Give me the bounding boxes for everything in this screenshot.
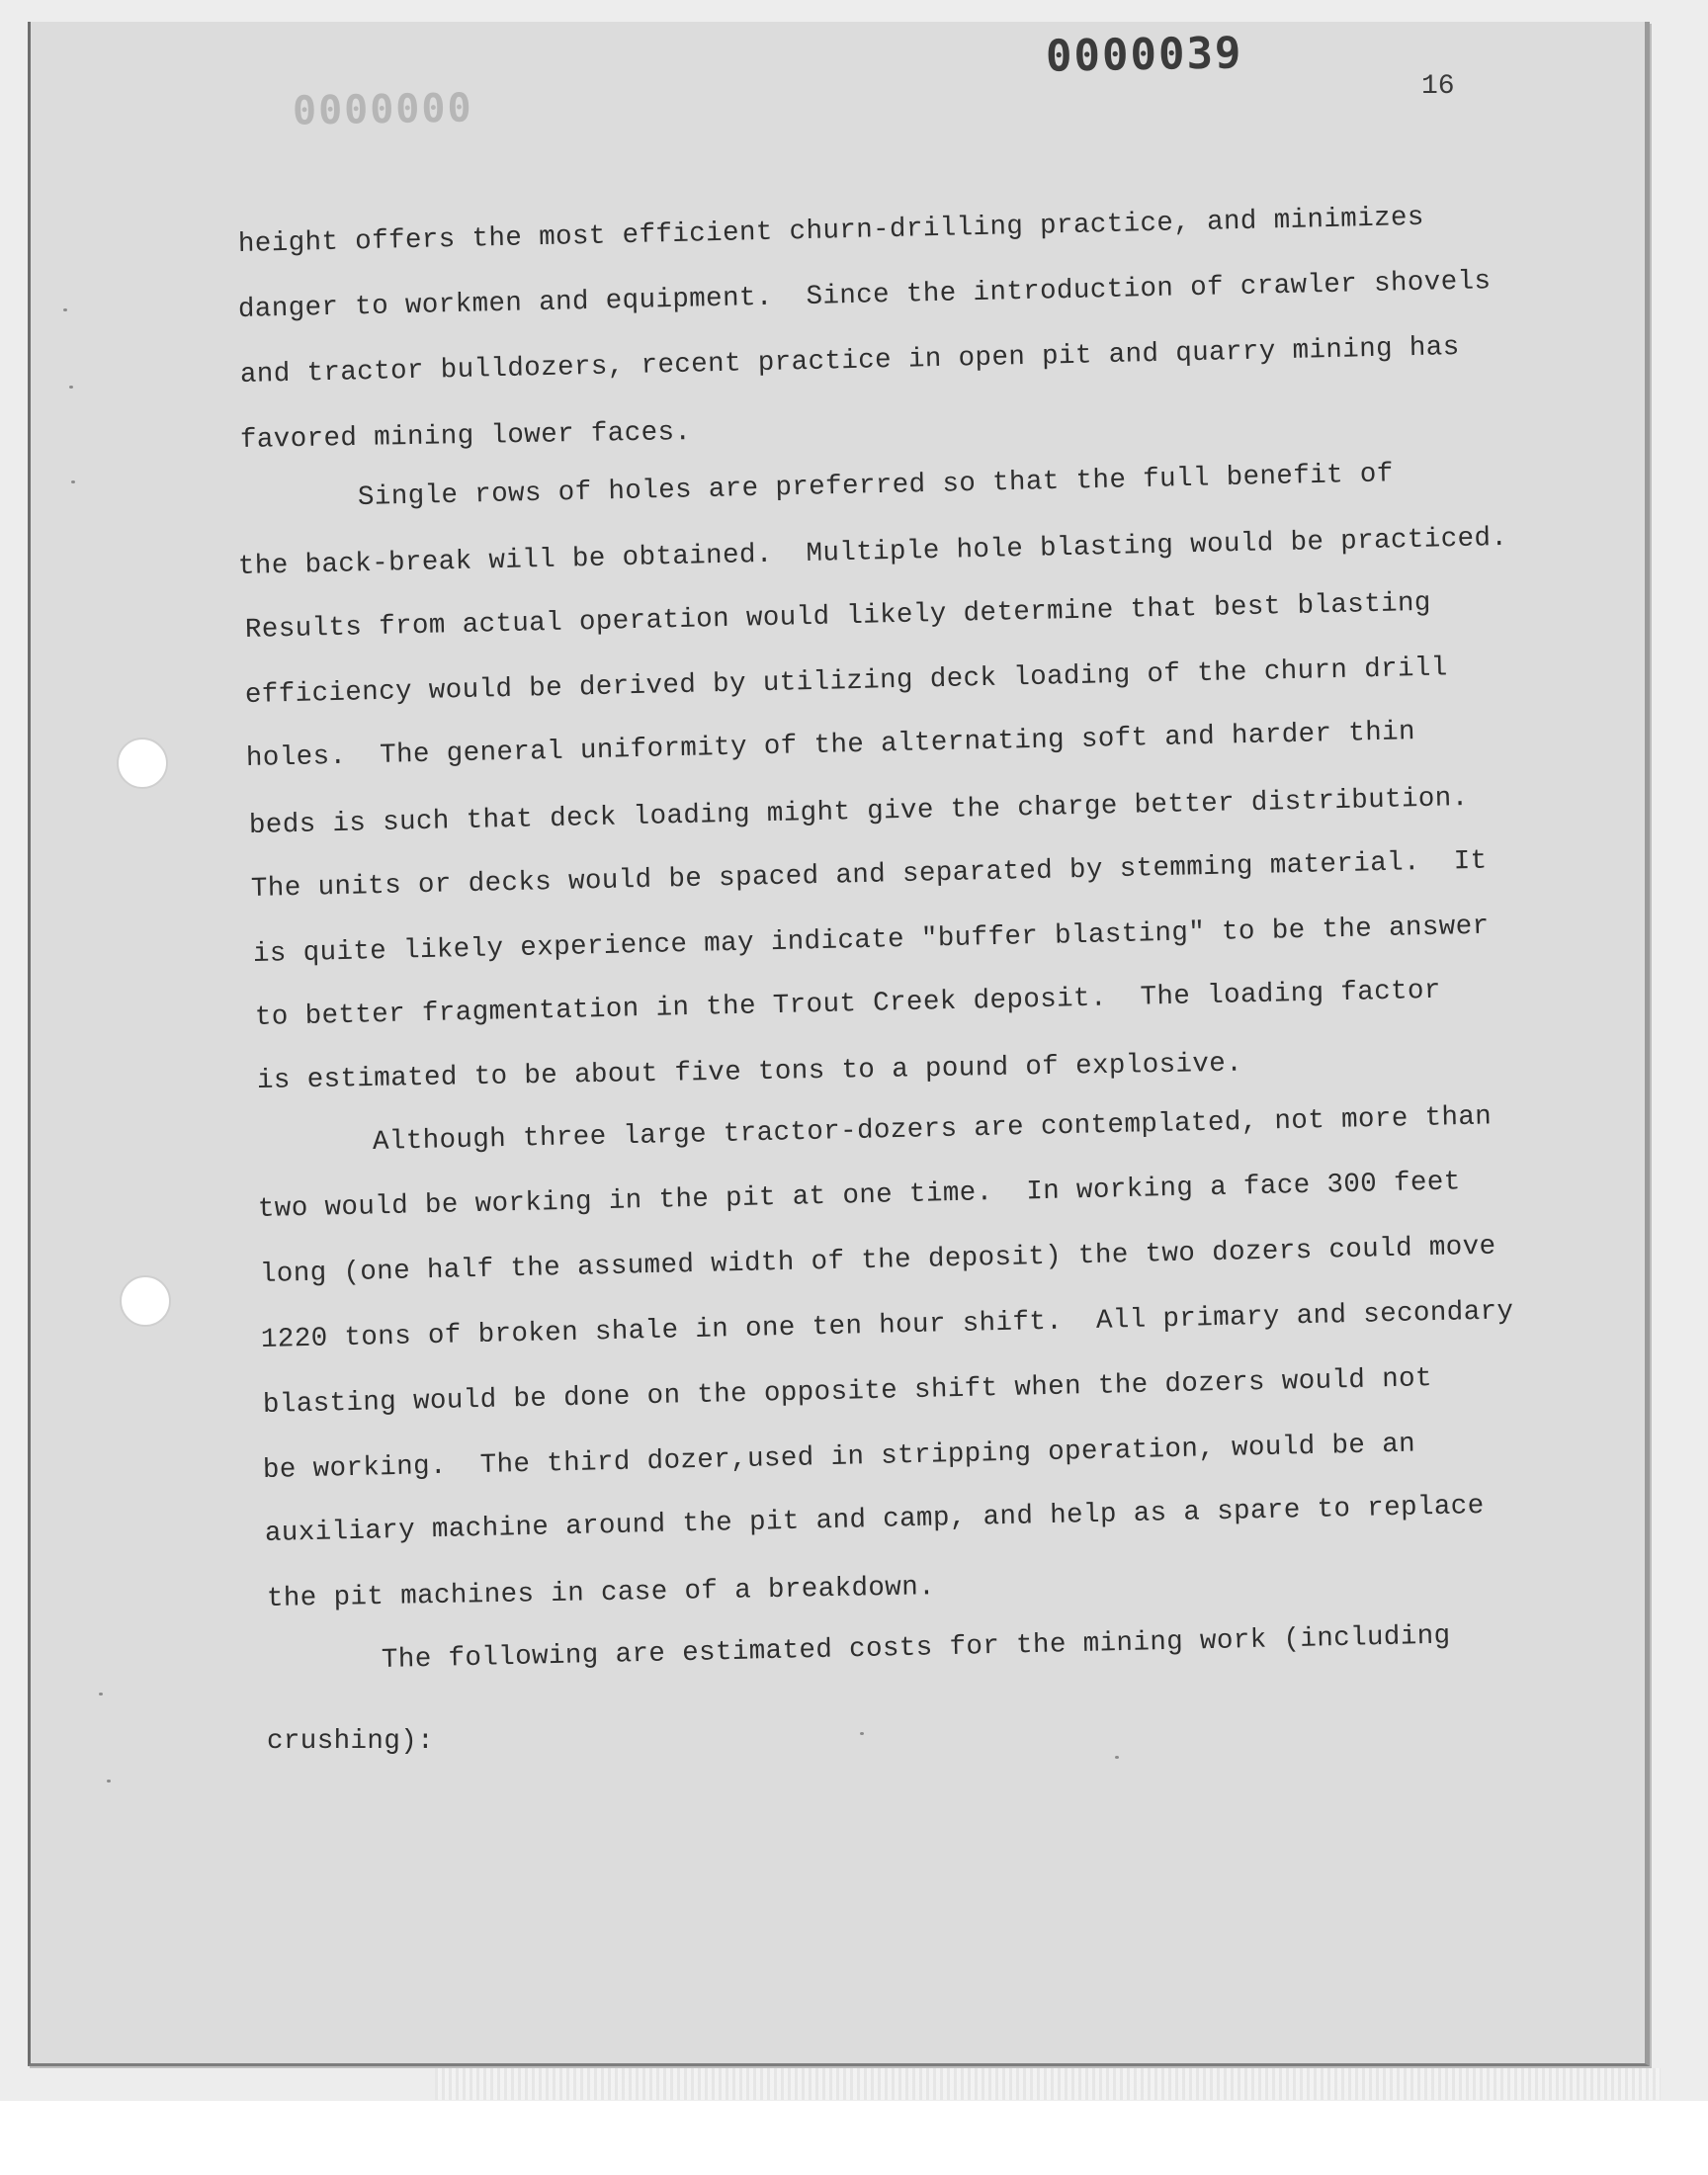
- document-id-stamp: 0000039: [1045, 28, 1243, 82]
- text-line: 1220 tons of broken shale in one ten hour shift. All primary and secondary: [260, 1296, 1514, 1355]
- text-line: height offers the most efficient churn-drilling practice, and minimizes: [237, 202, 1425, 260]
- punch-hole-lower: [120, 1275, 171, 1327]
- text-line: The units or decks would be spaced and separated by stemming material. It: [250, 845, 1488, 905]
- text-line: two would be working in the pit at one time. In working a face 300 feet: [257, 1167, 1462, 1225]
- scan-speck: [71, 480, 75, 483]
- text-line: The following are estimated costs for the mining work (including: [381, 1620, 1451, 1676]
- scan-speck: [860, 1732, 864, 1735]
- text-line: be working. The third dozer,used in stripping operation, would be an: [262, 1429, 1416, 1486]
- text-line: auxiliary machine around the pit and camp, and help as a spare to replace: [264, 1491, 1485, 1549]
- text-line: and tractor bulldozers, recent practice in open pit and quarry mining has: [239, 332, 1460, 391]
- text-line: beds is such that deck loading might give the charge better distribution.: [248, 783, 1469, 841]
- text-line: to better fragmentation in the Trout Creek deposit. The loading factor: [254, 975, 1442, 1033]
- text-line: Single rows of holes are preferred so that the full benefit of: [357, 459, 1395, 513]
- text-line: the pit machines in case of a breakdown.: [266, 1572, 936, 1614]
- text-line: Results from actual operation would likely determine that best blasting: [244, 587, 1432, 646]
- text-line: favored mining lower faces.: [239, 417, 692, 456]
- text-line: blasting would be done on the opposite shift when the dozers would not: [262, 1363, 1433, 1421]
- scan-speck: [107, 1780, 111, 1783]
- text-line: holes. The general uniformity of the alternating soft and harder thin: [245, 717, 1416, 774]
- text-line: Although three large tractor-dozers are contemplated, not more than: [372, 1101, 1493, 1158]
- punch-hole-upper: [117, 738, 168, 789]
- scan-speck: [1115, 1756, 1119, 1759]
- scan-speck: [99, 1693, 103, 1696]
- text-line: is estimated to be about five tons to a pound of explosive.: [256, 1048, 1243, 1096]
- text-line: crushing):: [267, 1726, 435, 1757]
- scan-streaks: [435, 2068, 1661, 2100]
- text-line: long (one half the assumed width of the deposit) the two dozers could move: [259, 1231, 1496, 1290]
- scan-speck: [69, 386, 73, 389]
- text-line: efficiency would be derived by utilizing deck loading of the churn drill: [244, 652, 1449, 711]
- faded-id-stamp: 0000000: [292, 85, 473, 134]
- text-line: the back-break will be obtained. Multiple hole blasting would be practiced.: [237, 522, 1508, 582]
- text-line: is quite likely experience may indicate "buffer blasting" to be the answer: [252, 911, 1490, 970]
- document-page: [28, 22, 1650, 2066]
- page-number: 16: [1421, 71, 1455, 102]
- text-line: danger to workmen and equipment. Since the introduction of crawler shovels: [237, 266, 1492, 325]
- scan-speck: [63, 308, 67, 311]
